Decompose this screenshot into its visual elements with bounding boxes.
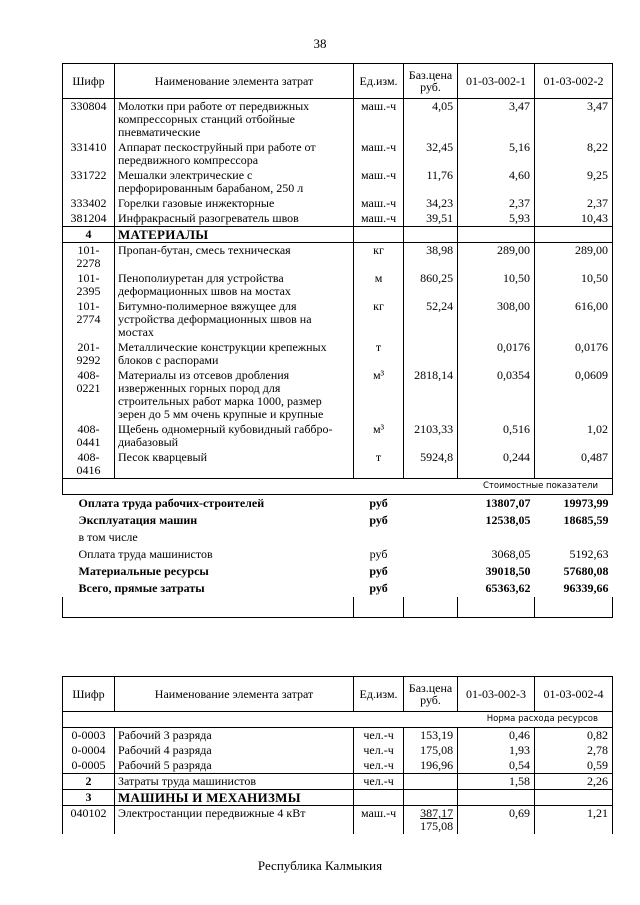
summary-value-2: 19973,99 bbox=[563, 496, 609, 510]
cost-note: Стоимостные показатели bbox=[63, 479, 613, 495]
row-unit: чел.-ч bbox=[354, 728, 404, 744]
section-row-machines bbox=[63, 790, 613, 806]
row-value-1: 0,244 bbox=[458, 450, 535, 479]
norm-note: Норма расхода ресурсов bbox=[63, 712, 613, 728]
row-value-1: 289,00 bbox=[458, 243, 535, 272]
row-value-1: 0,54 bbox=[458, 758, 535, 774]
row-code: 381204 bbox=[63, 211, 115, 227]
row-unit: маш.-ч bbox=[354, 168, 404, 196]
row-code: 101-2395 bbox=[63, 271, 115, 299]
summary-name: Оплата труда машинистов bbox=[78, 547, 213, 561]
header-name: Наименование элемента затрат bbox=[114, 64, 353, 99]
row-unit: м bbox=[354, 271, 404, 299]
table-row bbox=[63, 422, 613, 450]
row-value-2: 2,26 bbox=[535, 774, 613, 790]
table-header-row bbox=[63, 64, 613, 99]
table-row bbox=[63, 299, 613, 340]
row-price: 175,08 bbox=[404, 743, 458, 758]
row-value-1: 1,93 bbox=[458, 743, 535, 758]
row-price: 2818,14 bbox=[404, 368, 458, 422]
row-name: Пенополиуретан для устройства деформационных швов на мостах bbox=[114, 271, 353, 299]
header-name: Наименование элемента затрат bbox=[114, 677, 353, 712]
row-value-2: 616,00 bbox=[535, 299, 613, 340]
summary-spacer-row bbox=[63, 597, 613, 618]
row-value-1: 0,0176 bbox=[458, 340, 535, 368]
summary-unit: руб bbox=[369, 547, 388, 561]
summary-row bbox=[63, 580, 613, 597]
row-name: Мешалки электрические с перфорированным барабаном, 250 л bbox=[114, 168, 353, 196]
row-value-2: 0,0609 bbox=[535, 368, 613, 422]
row-code: 408-0441 bbox=[63, 422, 115, 450]
row-price: 153,19 bbox=[404, 728, 458, 744]
row-code: 0-0004 bbox=[63, 743, 115, 758]
summary-unit: руб bbox=[369, 496, 388, 510]
table-row bbox=[63, 168, 613, 196]
table-row bbox=[63, 340, 613, 368]
summary-row bbox=[63, 563, 613, 580]
table-row bbox=[63, 271, 613, 299]
summary-value-1: 13807,07 bbox=[485, 496, 531, 510]
row-price-2: 175,08 bbox=[420, 819, 454, 833]
row-value-1: 5,93 bbox=[458, 211, 535, 227]
section-title: МАШИНЫ И МЕХАНИЗМЫ bbox=[114, 790, 353, 806]
row-code: 331410 bbox=[63, 140, 115, 168]
header-col-3: 01-03-002-3 bbox=[458, 677, 535, 712]
row-code: 0-0003 bbox=[63, 728, 115, 744]
row-name: Материалы из отсевов дробления изверженных горных пород для строительных работ марка 1000, размер зерен до 5 мм очень крупные и крупные bbox=[114, 368, 353, 422]
row-unit: кг bbox=[354, 243, 404, 272]
header-code: Шифр bbox=[63, 677, 115, 712]
summary-value-2: 5192,63 bbox=[569, 547, 609, 561]
row-unit: чел.-ч bbox=[354, 743, 404, 758]
section-title: МАТЕРИАЛЫ bbox=[114, 227, 353, 243]
summary-value-2: 96339,66 bbox=[563, 581, 609, 595]
table-row bbox=[63, 450, 613, 479]
section-code: 3 bbox=[63, 790, 115, 806]
row-unit: маш.-ч bbox=[354, 196, 404, 211]
row-price: 196,96 bbox=[404, 758, 458, 774]
row-name: Рабочий 5 разряда bbox=[114, 758, 353, 774]
row-value-2: 1,21 bbox=[535, 806, 613, 835]
norm-note-row bbox=[63, 712, 613, 728]
row-value-2: 289,00 bbox=[535, 243, 613, 272]
cost-note-row bbox=[63, 479, 613, 495]
summary-value-1: 3068,05 bbox=[491, 547, 531, 561]
row-value-1: 10,50 bbox=[458, 271, 535, 299]
row-unit: маш.-ч bbox=[354, 140, 404, 168]
row-value-2: 3,47 bbox=[535, 99, 613, 141]
summary-name: в том числе bbox=[78, 530, 138, 544]
row-price: 11,76 bbox=[404, 168, 458, 196]
table-row bbox=[63, 196, 613, 211]
row-value-1: 0,46 bbox=[458, 728, 535, 744]
row-name: Щебень одномерный кубовидный габбро-диабазовый bbox=[114, 422, 353, 450]
row-value-2: 0,59 bbox=[535, 758, 613, 774]
row-code: 101-2774 bbox=[63, 299, 115, 340]
row-value-2: 10,43 bbox=[535, 211, 613, 227]
row-price: 2103,33 bbox=[404, 422, 458, 450]
row-value-1: 0,516 bbox=[458, 422, 535, 450]
row-unit: кг bbox=[354, 299, 404, 340]
row-name: Затраты труда машинистов bbox=[114, 774, 353, 790]
summary-row bbox=[63, 495, 613, 513]
row-code: 101-2278 bbox=[63, 243, 115, 272]
row-price: 52,24 bbox=[404, 299, 458, 340]
header-unit: Ед.изм. bbox=[354, 64, 404, 99]
summary-name: Эксплуатация машин bbox=[78, 513, 198, 527]
row-price: 5924,8 bbox=[404, 450, 458, 479]
row-name: Инфракрасный разогреватель швов bbox=[114, 211, 353, 227]
summary-value-2: 18685,59 bbox=[563, 513, 609, 527]
table-row bbox=[63, 211, 613, 227]
row-name: Электростанции передвижные 4 кВт bbox=[114, 806, 353, 835]
summary-name: Всего, прямые затраты bbox=[78, 581, 205, 595]
row-price bbox=[404, 806, 458, 835]
row-price: 39,51 bbox=[404, 211, 458, 227]
row-name: Горелки газовые инжекторные bbox=[114, 196, 353, 211]
header-price: Баз.цена руб. bbox=[404, 64, 458, 99]
row-value-2: 0,0176 bbox=[535, 340, 613, 368]
header-code: Шифр bbox=[63, 64, 115, 99]
summary-unit: руб bbox=[369, 513, 388, 527]
table-row bbox=[63, 728, 613, 744]
row-value-1: 4,60 bbox=[458, 168, 535, 196]
row-value-1: 308,00 bbox=[458, 299, 535, 340]
row-value-2: 0,487 bbox=[535, 450, 613, 479]
row-name: Молотки при работе от передвижных компрессорных станций отбойные пневматические bbox=[114, 99, 353, 141]
row-value-1: 5,16 bbox=[458, 140, 535, 168]
row-price-1: 387,17 bbox=[420, 806, 454, 820]
row-price: 34,23 bbox=[404, 196, 458, 211]
row-name: Рабочий 4 разряда bbox=[114, 743, 353, 758]
row-unit: маш.-ч bbox=[354, 806, 404, 835]
row-code: 040102 bbox=[63, 806, 115, 835]
row-unit: маш.-ч bbox=[354, 211, 404, 227]
row-code: 330804 bbox=[63, 99, 115, 141]
row-price: 38,98 bbox=[404, 243, 458, 272]
row-value-2: 8,22 bbox=[535, 140, 613, 168]
row-code: 0-0005 bbox=[63, 758, 115, 774]
footer-region: Республика Калмыкия bbox=[257, 858, 383, 873]
row-value-2: 0,82 bbox=[535, 728, 613, 744]
row-unit: м³ bbox=[354, 422, 404, 450]
summary-value-2: 57680,08 bbox=[563, 564, 609, 578]
row-unit: маш.-ч bbox=[354, 99, 404, 141]
summary-value-1: 12538,05 bbox=[485, 513, 531, 527]
summary-row bbox=[63, 512, 613, 529]
header-unit: Ед.изм. bbox=[354, 677, 404, 712]
header-col-4: 01-03-002-4 bbox=[535, 677, 613, 712]
row-code: 331722 bbox=[63, 168, 115, 196]
summary-row bbox=[63, 529, 613, 546]
table-header-row bbox=[63, 677, 613, 712]
section-code: 2 bbox=[63, 774, 115, 790]
header-col-1: 01-03-002-1 bbox=[458, 64, 535, 99]
row-code: 201-9292 bbox=[63, 340, 115, 368]
section-row-materials bbox=[63, 227, 613, 243]
summary-row bbox=[63, 546, 613, 563]
resources-table-2 bbox=[62, 676, 613, 834]
header-price: Баз.цена руб. bbox=[404, 677, 458, 712]
row-unit: м³ bbox=[354, 368, 404, 422]
row-value-1: 2,37 bbox=[458, 196, 535, 211]
section-code: 4 bbox=[63, 227, 115, 243]
row-price: 4,05 bbox=[404, 99, 458, 141]
row-value-1: 0,0354 bbox=[458, 368, 535, 422]
row-value-1: 0,69 bbox=[458, 806, 535, 835]
row-price: 32,45 bbox=[404, 140, 458, 168]
summary-name: Материальные ресурсы bbox=[78, 564, 209, 578]
summary-unit: руб bbox=[369, 581, 388, 595]
table-row bbox=[63, 806, 613, 835]
row-value-2: 10,50 bbox=[535, 271, 613, 299]
row-unit: чел.-ч bbox=[354, 774, 404, 790]
table-row bbox=[63, 140, 613, 168]
row-value-2: 1,02 bbox=[535, 422, 613, 450]
row-name: Битумно-полимерное вяжущее для устройства деформационных швов на мостах bbox=[114, 299, 353, 340]
row-price: 860,25 bbox=[404, 271, 458, 299]
summary-value-1: 65363,62 bbox=[485, 581, 531, 595]
resources-table-1 bbox=[62, 63, 613, 618]
row-code: 408-0416 bbox=[63, 450, 115, 479]
row-unit: т bbox=[354, 340, 404, 368]
header-col-2: 01-03-002-2 bbox=[535, 64, 613, 99]
row-name: Пропан-бутан, смесь техническая bbox=[114, 243, 353, 272]
row-code: 333402 bbox=[63, 196, 115, 211]
row-name: Рабочий 3 разряда bbox=[114, 728, 353, 744]
row-name: Металлические конструкции крепежных блоков с распорами bbox=[114, 340, 353, 368]
machinists-row bbox=[63, 774, 613, 790]
row-unit: т bbox=[354, 450, 404, 479]
row-code: 408-0221 bbox=[63, 368, 115, 422]
summary-value-1: 39018,50 bbox=[485, 564, 531, 578]
row-unit: чел.-ч bbox=[354, 758, 404, 774]
row-value-2: 2,78 bbox=[535, 743, 613, 758]
row-value-2: 9,25 bbox=[535, 168, 613, 196]
row-value-2: 2,37 bbox=[535, 196, 613, 211]
row-name: Песок кварцевый bbox=[114, 450, 353, 479]
table-row bbox=[63, 99, 613, 141]
page-number: 38 bbox=[313, 36, 327, 51]
row-name: Аппарат пескоструйный при работе от передвижного компрессора bbox=[114, 140, 353, 168]
table-row bbox=[63, 743, 613, 758]
row-value-1: 3,47 bbox=[458, 99, 535, 141]
row-price bbox=[404, 340, 458, 368]
table-row bbox=[63, 368, 613, 422]
table-row bbox=[63, 243, 613, 272]
table-row bbox=[63, 758, 613, 774]
summary-name: Оплата труда рабочих-строителей bbox=[78, 496, 265, 510]
row-value-1: 1,58 bbox=[458, 774, 535, 790]
summary-unit: руб bbox=[369, 564, 388, 578]
